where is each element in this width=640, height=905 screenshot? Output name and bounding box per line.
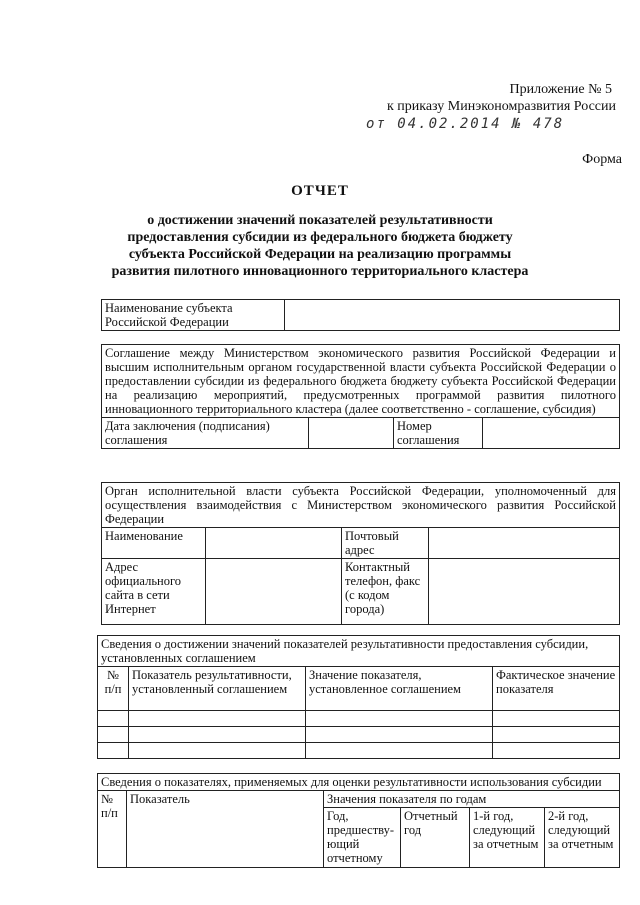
achievement-heading: Сведения о достижении значений показателей результативности предоставления субсидии, установленных соглашением [98, 636, 620, 667]
efficiency-col-values: Значения показателя по годам [324, 791, 620, 808]
authority-name-label: Наименование [102, 528, 206, 559]
table-row [98, 727, 620, 743]
phone-value[interactable] [429, 559, 620, 625]
efficiency-col-year-report: Отчетный год [401, 808, 470, 868]
subject-name-value[interactable] [285, 300, 620, 331]
appendix-number: Приложение № 5 [509, 82, 612, 97]
table-cell[interactable] [98, 711, 129, 727]
postal-address-label: Почтовый адрес [342, 528, 429, 559]
table-cell[interactable] [129, 727, 306, 743]
table-cell[interactable] [129, 711, 306, 727]
authority-description: Орган исполнительной власти субъекта Российской Федерации, уполномоченный для осуществления взаимодействия с Министерством экономического развития Российской Федерации [102, 483, 620, 528]
form-label: Форма [582, 152, 622, 167]
achievement-col-number: № п/п [98, 667, 129, 711]
page-title: ОТЧЕТ [291, 183, 349, 199]
agreement-number-value[interactable] [483, 418, 620, 449]
table-row [98, 743, 620, 759]
achievement-table [97, 635, 620, 759]
agreement-date-value[interactable] [309, 418, 394, 449]
table-cell[interactable] [493, 727, 620, 743]
table-cell[interactable] [306, 743, 493, 759]
efficiency-col-year-prev: Год, предшеству-ющий отчетному [324, 808, 401, 868]
efficiency-col-year-1: 1-й год, следующий за отчетным [470, 808, 545, 868]
agreement-number-label: Номер соглашения [394, 418, 483, 449]
agreement-date-label: Дата заключения (подписания) соглашения [102, 418, 309, 449]
page-subtitle: о достижении значений показателей результативности предоставления субсидии из федерального бюджета бюджету субъекта Российской Федерации на реализацию программы развития пилотного инновационного территориального кластера [111, 213, 529, 279]
subject-name-label: Наименование субъекта Российской Федерации [102, 300, 285, 331]
authority-name-value[interactable] [206, 528, 342, 559]
efficiency-col-indicator: Показатель [127, 791, 324, 868]
phone-label: Контактный телефон, факс (с кодом города) [342, 559, 429, 625]
efficiency-table [97, 773, 620, 868]
table-cell[interactable] [493, 743, 620, 759]
postal-address-value[interactable] [429, 528, 620, 559]
table-row [98, 711, 620, 727]
efficiency-col-number: № п/п [98, 791, 127, 868]
table-cell[interactable] [493, 711, 620, 727]
table-cell[interactable] [306, 727, 493, 743]
achievement-col-set-value: Значение показателя, установленное соглашением [306, 667, 493, 711]
agreement-table [101, 344, 620, 449]
agreement-description: Соглашение между Министерством экономического развития Российской Федерации и высшим исполнительным органом государственной власти субъекта Российской Федерации о предоставлении субсидии из федерального бюджета бюджету субъекта Российской Федерации на реализацию мероприятий, предусмотренных программой развития пилотного инновационного территориального кластера (далее соответственно - соглашение, субсидия) [102, 345, 620, 418]
table-cell[interactable] [129, 743, 306, 759]
authority-table [101, 482, 620, 625]
table-cell[interactable] [98, 743, 129, 759]
subject-table [101, 299, 620, 331]
website-label: Адрес официального сайта в сети Интернет [102, 559, 206, 625]
table-cell[interactable] [98, 727, 129, 743]
order-reference: к приказу Минэкономразвития России [386, 99, 616, 114]
table-cell[interactable] [306, 711, 493, 727]
handwritten-date-number: от 04.02.2014 № 478 [366, 116, 565, 132]
website-value[interactable] [206, 559, 342, 625]
efficiency-heading: Сведения о показателях, применяемых для оценки результативности использования субсидии [98, 774, 620, 791]
achievement-col-indicator: Показатель результативности, установленный соглашением [129, 667, 306, 711]
efficiency-col-year-2: 2-й год, следующий за отчетным [545, 808, 620, 868]
achievement-col-actual: Фактическое значение показателя [493, 667, 620, 711]
